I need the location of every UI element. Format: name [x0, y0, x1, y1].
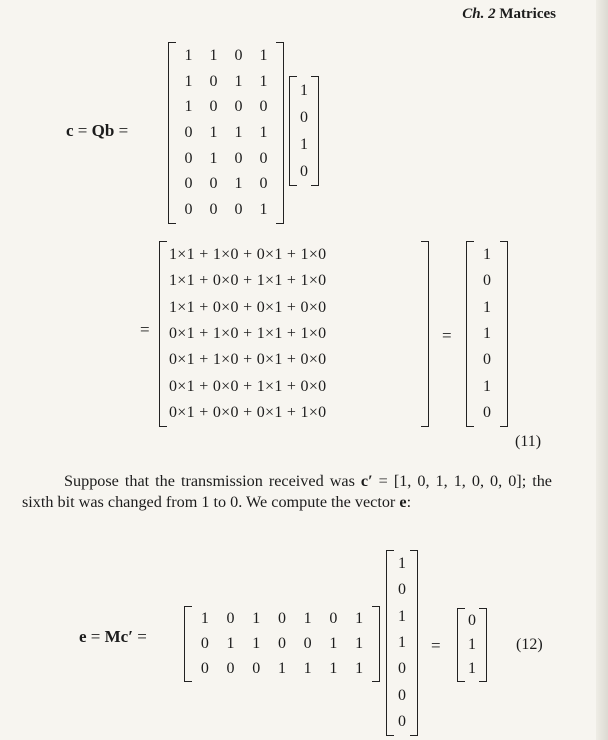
- matrix-entry: 0: [226, 610, 235, 628]
- matrix-entry: 0: [234, 149, 243, 167]
- matrix-entry: 0: [259, 98, 268, 116]
- vector-entry: 1: [483, 298, 491, 316]
- matrix-entry: 1: [355, 634, 364, 652]
- vector-entry: 1: [398, 555, 406, 573]
- matrix-entry: 0: [234, 201, 243, 219]
- left-bracket: [168, 42, 176, 224]
- matrix-entry: 1: [209, 149, 218, 167]
- product-Qb: Qb: [91, 121, 115, 140]
- matrix-entry: 0: [184, 201, 193, 219]
- vector-result-12: [457, 608, 487, 682]
- matrix-entry: 0: [252, 659, 261, 677]
- equals-sign: =: [90, 627, 101, 646]
- matrix-entry: 1: [355, 659, 364, 677]
- matrix-entry: 0: [277, 610, 286, 628]
- matrix-entry: 1: [303, 659, 312, 677]
- matrix-entry: 0: [209, 98, 218, 116]
- matrix-entry: 0: [259, 149, 268, 167]
- matrix-entry: 0: [329, 610, 338, 628]
- matrix-entry: 1: [234, 123, 243, 141]
- expansion-rows: [169, 242, 421, 426]
- vector-entry: 0: [483, 403, 491, 421]
- matrix-entry: 1: [259, 201, 268, 219]
- expansion-row: 1×1 + 0×0 + 1×1 + 1×0: [169, 272, 327, 290]
- vector-c: c: [66, 121, 74, 140]
- equation-number-11: (11): [515, 433, 542, 450]
- expansion-row: 1×1 + 0×0 + 0×1 + 0×0: [169, 298, 327, 316]
- vector-entry: 1: [398, 633, 406, 651]
- left-bracket: [159, 241, 167, 427]
- vector-b-grid: [292, 77, 316, 185]
- matrix-entry: 1: [209, 46, 218, 64]
- vector-result-11-grid: [470, 242, 504, 426]
- vector-entry: 0: [398, 686, 406, 704]
- vector-entry: 0: [398, 660, 406, 678]
- text-run: = [1, 0, 1, 1, 0, 0, 0]; the sixth bit was changed from 1 to 0. We compute the vector: [22, 472, 552, 511]
- vector-entry: 1: [483, 246, 491, 264]
- matrix-entry: 1: [329, 659, 338, 677]
- vector-c-prime-column: [386, 550, 418, 736]
- right-bracket: [421, 241, 429, 427]
- expansion-row: 1×1 + 1×0 + 0×1 + 1×0: [169, 246, 327, 264]
- vector-entry: 1: [483, 324, 491, 342]
- equals-sign: =: [140, 320, 150, 339]
- matrix-entry: 0: [184, 149, 193, 167]
- matrix-entry: 1: [234, 72, 243, 90]
- expansion-row: 0×1 + 0×0 + 1×1 + 0×0: [169, 377, 327, 395]
- product-Mc-prime: Mc′: [104, 627, 134, 646]
- vector-result-12-grid: [460, 609, 484, 681]
- right-bracket: [276, 42, 284, 224]
- equals-sign: =: [77, 121, 88, 140]
- matrix-entry: 0: [209, 201, 218, 219]
- page-edge-shadow: [596, 0, 608, 740]
- matrix-entry: 1: [259, 123, 268, 141]
- vector-entry: 1: [468, 660, 476, 677]
- vector-b: [289, 76, 319, 186]
- right-bracket: [372, 606, 380, 682]
- vector-e: e: [79, 627, 87, 646]
- matrix-entry: 1: [329, 634, 338, 652]
- matrix-entry: 1: [355, 610, 364, 628]
- matrix-expansion: [159, 241, 429, 427]
- vector-entry: 0: [398, 712, 406, 730]
- matrix-entry: 0: [234, 46, 243, 64]
- matrix-entry: 1: [234, 175, 243, 193]
- matrix-entry: 0: [184, 175, 193, 193]
- matrix-M-grid: [192, 607, 372, 681]
- running-header: [462, 6, 556, 23]
- vector-entry: 0: [398, 581, 406, 599]
- expansion-row: 0×1 + 0×0 + 0×1 + 1×0: [169, 403, 327, 421]
- vector-entry: 0: [483, 272, 491, 290]
- expansion-row: 0×1 + 1×0 + 0×1 + 0×0: [169, 351, 327, 369]
- chapter-number: Ch. 2: [462, 6, 496, 22]
- text-run: :: [406, 493, 412, 511]
- vector-entry: 0: [300, 108, 308, 126]
- matrix-entry: 0: [209, 72, 218, 90]
- matrix-entry: 0: [200, 634, 209, 652]
- expansion-row: 0×1 + 1×0 + 1×1 + 1×0: [169, 324, 327, 342]
- vector-entry: 1: [483, 377, 491, 395]
- matrix-entry: 1: [184, 98, 193, 116]
- matrix-entry: 0: [277, 634, 286, 652]
- matrix-entry: 0: [200, 659, 209, 677]
- matrix-entry: 0: [226, 659, 235, 677]
- matrix-entry: 1: [303, 610, 312, 628]
- matrix-Q: [168, 42, 284, 224]
- matrix-entry: 0: [184, 123, 193, 141]
- vector-entry: 1: [300, 135, 308, 153]
- eq-top-lhs: [66, 121, 128, 141]
- vector-c-prime-grid: [390, 551, 414, 735]
- matrix-entry: 0: [259, 175, 268, 193]
- eq12-lhs: [79, 627, 147, 647]
- matrix-M: [184, 606, 380, 682]
- matrix-entry: 0: [234, 98, 243, 116]
- chapter-title: Matrices: [499, 6, 556, 22]
- equals-sign: =: [137, 627, 147, 646]
- matrix-Q-grid: [176, 43, 276, 223]
- matrix-entry: 1: [277, 659, 286, 677]
- vector-c-prime: c′: [360, 472, 373, 490]
- matrix-entry: 1: [259, 46, 268, 64]
- vector-e: e: [399, 493, 407, 511]
- matrix-entry: 1: [252, 610, 261, 628]
- equation-number-12: (12): [516, 636, 543, 653]
- matrix-entry: 0: [303, 634, 312, 652]
- matrix-entry: 1: [226, 634, 235, 652]
- equals-sign: =: [118, 121, 129, 140]
- matrix-entry: 1: [209, 123, 218, 141]
- equals-sign: =: [431, 636, 441, 655]
- body-paragraph: [22, 471, 552, 513]
- vector-entry: 0: [483, 351, 491, 369]
- vector-entry: 1: [300, 81, 308, 99]
- matrix-entry: 1: [200, 610, 209, 628]
- matrix-entry: 0: [209, 175, 218, 193]
- matrix-entry: 1: [184, 72, 193, 90]
- left-bracket: [184, 606, 192, 682]
- text-run: Suppose that the transmission received was: [64, 472, 361, 490]
- matrix-entry: 1: [252, 634, 261, 652]
- vector-result-11: [466, 241, 508, 427]
- matrix-entry: 1: [259, 72, 268, 90]
- vector-entry: 0: [300, 162, 308, 180]
- equals-sign: =: [442, 326, 452, 345]
- matrix-entry: 1: [184, 46, 193, 64]
- vector-entry: 1: [468, 636, 476, 653]
- vector-entry: 0: [468, 612, 476, 629]
- vector-entry: 1: [398, 607, 406, 625]
- paragraph-text: [22, 471, 552, 513]
